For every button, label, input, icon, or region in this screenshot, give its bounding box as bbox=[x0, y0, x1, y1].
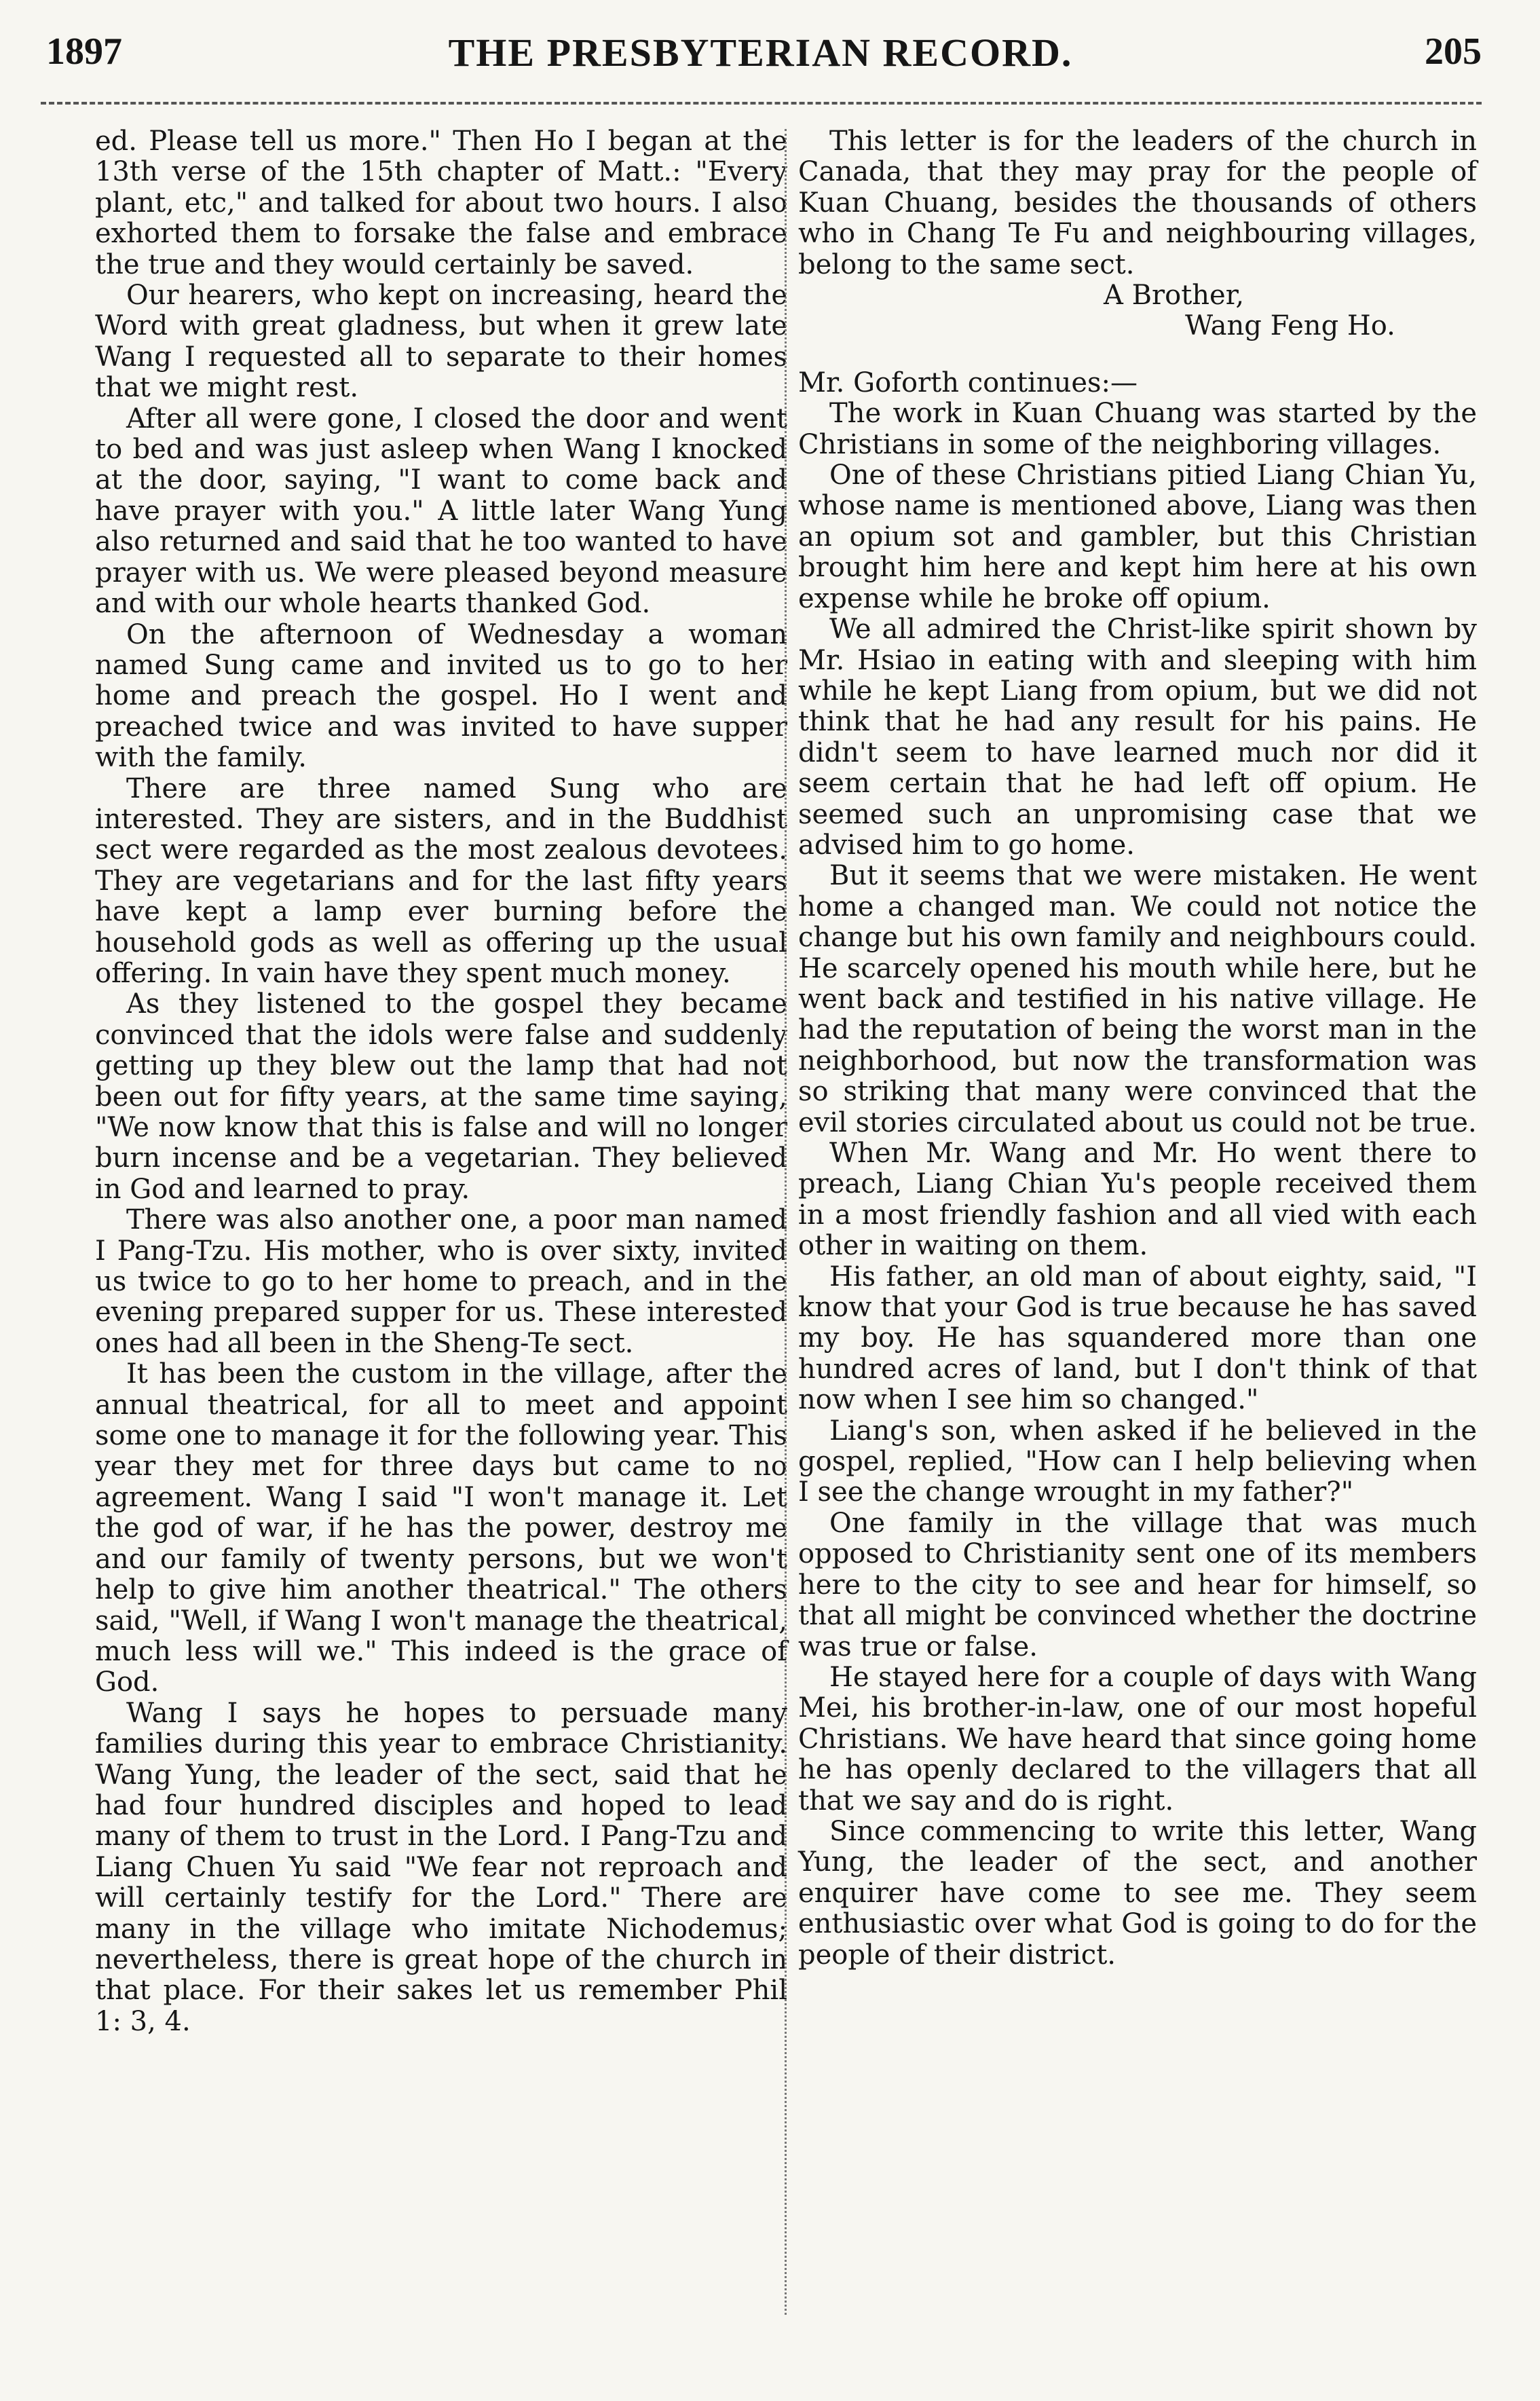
column-divider bbox=[785, 129, 787, 2315]
paragraph: On the afternoon of Wednesday a woman named Sung came and invited us to go to her home and preach the gospel. Ho I went and preached twice and was invited to have supper with the family. bbox=[95, 618, 787, 774]
page-number: 205 bbox=[1425, 31, 1482, 73]
header-rule bbox=[41, 102, 1482, 107]
paragraph: As they listened to the gospel they became convinced that the idols were false and suddenly getting up they blew out the lamp that had not been out for fifty years, at the same time saying, "We now know that this is false and will no longer burn incense and be a vegetarian. They believed in God and learned to pray. bbox=[95, 988, 787, 1205]
paragraph: Liang's son, when asked if he believed in the gospel, replied, "How can I help believing when I see the change wrought in my father?" bbox=[798, 1415, 1477, 1508]
paragraph: When Mr. Wang and Mr. Ho went there to preach, Liang Chian Yu's people received them in a most friendly fashion and all vied with each other in waiting on them. bbox=[798, 1138, 1477, 1262]
paragraph: We all admired the Christ-like spirit shown by Mr. Hsiao in eating with and sleeping with him while he kept Liang from opium, but we did not think that he had any result for his pains. He didn't seem to have learned much nor did it seem certain that he had left off opium. He seemed such an unpromising case that we advised him to go home. bbox=[798, 614, 1477, 861]
continuation-line: Mr. Goforth continues:— bbox=[798, 367, 1138, 398]
paragraph: Wang I says he hopes to persuade many families during this year to embrace Christianity. Wang Yung, the leader of the sect, said that he had four hundred disciples and hoped to lead many of them to trust in the Lord. I Pang-Tzu and Liang Chuen Yu said "We fear not reproach and will certainly testify for the Lord." There are many in the village who imitate Nichodemus; nevertheless, there is great hope of the church in that place. For their sakes let us remember Phil 1: 3, 4. bbox=[95, 1697, 787, 2037]
right-column bbox=[798, 126, 1477, 1971]
signature-name: Wang Feng Ho. bbox=[1185, 310, 1395, 342]
paragraph: ed. Please tell us more." Then Ho I began at the 13th verse of the 15th chapter of Matt.: "Every plant, etc," and talked for about two hours. I also exhorted them to forsake the false and embrace the true and they would certainly be saved. bbox=[95, 126, 787, 280]
paragraph: One family in the village that was much opposed to Christianity sent one of its members here to the city to see and hear for himself, so that all might be convinced whether the doctrine was true or false. bbox=[798, 1507, 1477, 1662]
paragraph: There are three named Sung who are interested. They are sisters, and in the Buddhist sect were regarded as the most zealous devotees. They are vegetarians and for the last fifty years have kept a lamp ever burning before the household gods as well as offering up the usual offering. In vain have they spent much money. bbox=[95, 773, 787, 989]
running-header bbox=[39, 30, 1482, 84]
paragraph: It has been the custom in the village, after the annual theatrical, for all to meet and appoint some one to manage it for the following year. This year they met for three days but came to no agreement. Wang I said "I won't manage it. Let the god of war, if he has the power, destroy me and our family of twenty persons, but we won't help to give him another theatrical." The others said, "Well, if Wang I won't manage the theatrical, much less will we." This indeed is the grace of God. bbox=[95, 1358, 787, 1698]
paragraph: There was also another one, a poor man named I Pang-Tzu. His mother, who is over sixty, invited us twice to go to her home to preach, and in the evening prepared supper for us. These interested ones had all been in the Sheng-Te sect. bbox=[95, 1204, 787, 1359]
left-column bbox=[95, 126, 787, 2037]
header-year: 1897 bbox=[46, 31, 122, 73]
paragraph: But it seems that we were mistaken. He went home a changed man. We could not notice the change but his own family and neighbours could. He scarcely opened his mouth while here, but he went back and testified in his native village. He had the reputation of being the worst man in the neighborhood, but now the transformation was so striking that many were convinced that the evil stories circulated about us could not be true. bbox=[798, 860, 1477, 1138]
spacer bbox=[798, 342, 1477, 368]
paragraph: This letter is for the leaders of the church in Canada, that they may pray for the people of Kuan Chuang, besides the thousands of others who in Chang Te Fu and neighbouring villages, belong to the same sect. bbox=[798, 126, 1477, 280]
paragraph: Our hearers, who kept on increasing, heard the Word with great gladness, but when it grew late Wang I requested all to separate to their homes that we might rest. bbox=[95, 280, 787, 404]
paragraph: Since commencing to write this letter, Wang Yung, the leader of the sect, and another enquirer have come to see me. They seem enthusiastic over what God is going to do for the people of their district. bbox=[798, 1815, 1477, 1971]
signature-salutation: A Brother, bbox=[1104, 280, 1245, 312]
paragraph: He stayed here for a couple of days with Wang Mei, his brother-in-law, one of our most hopeful Christians. We have heard that since going home he has openly declared to the villagers that all that we say and do is right. bbox=[798, 1661, 1477, 1817]
header-title: THE PRESBYTERIAN RECORD. bbox=[448, 31, 1073, 75]
paragraph: After all were gone, I closed the door and went to bed and was just asleep when Wang I knocked at the door, saying, "I want to come back and have prayer with you." A little later Wang Yung also returned and said that he too wanted to have prayer with us. We were pleased beyond measure and with our whole hearts thanked God. bbox=[95, 403, 787, 620]
paragraph: One of these Christians pitied Liang Chian Yu, whose name is mentioned above, Liang was then an opium sot and gambler, but this Christian brought him here and kept him here at his own expense while he broke off opium. bbox=[798, 460, 1477, 614]
paragraph: His father, an old man of about eighty, said, "I know that your God is true because he has saved my boy. He has squandered more than one hundred acres of land, but I don't think of that now when I see him so changed." bbox=[798, 1261, 1477, 1416]
paragraph: The work in Kuan Chuang was started by the Christians in some of the neighboring villages. bbox=[798, 398, 1477, 460]
